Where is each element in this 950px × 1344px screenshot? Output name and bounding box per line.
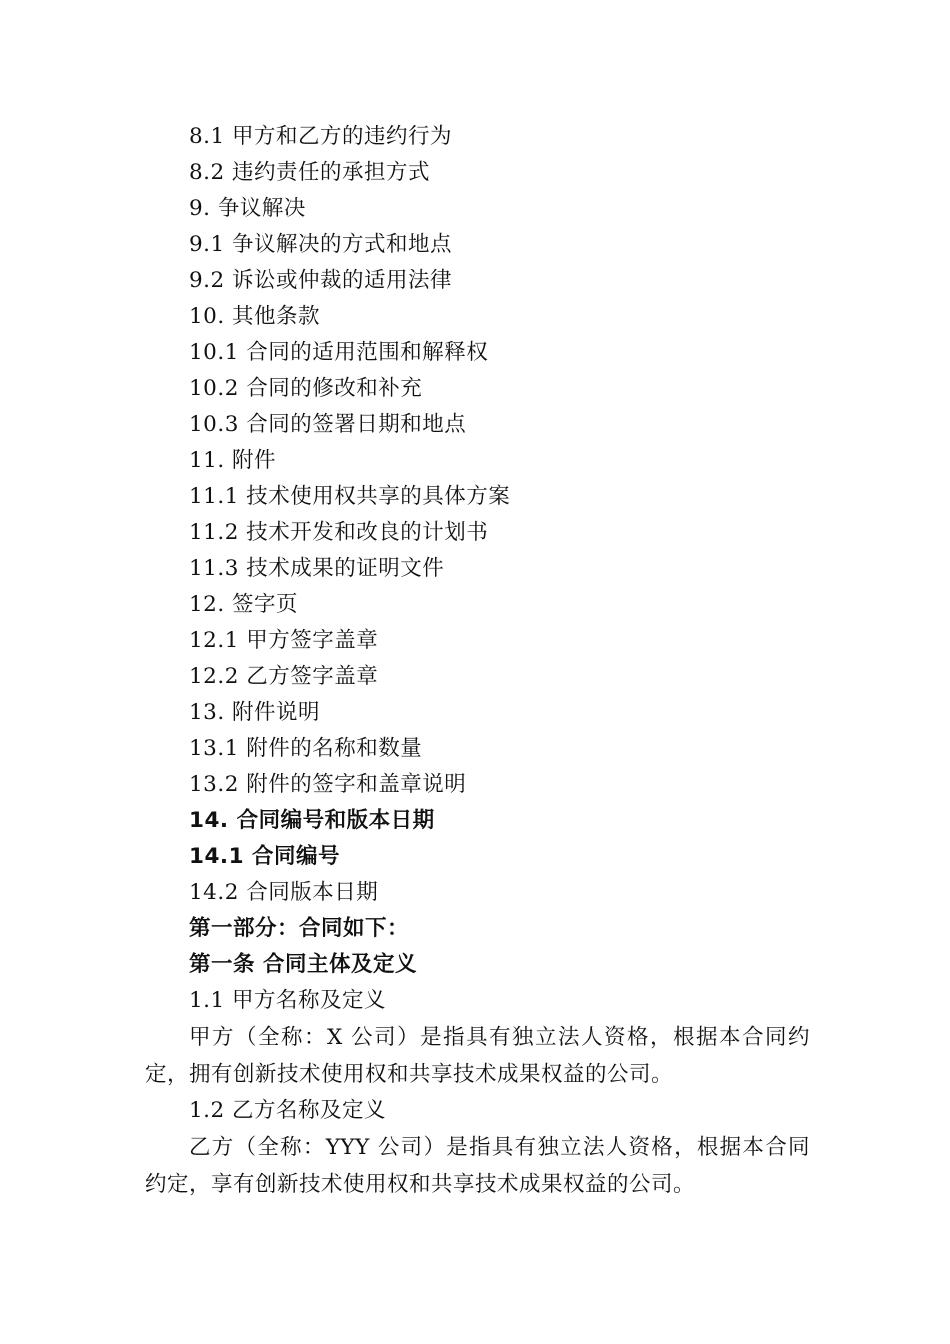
outline-line: 14.2 合同版本日期 [189, 880, 379, 905]
outline-line: 13.1 附件的名称和数量 [189, 736, 423, 761]
outline-line: 10.2 合同的修改和补充 [189, 376, 423, 401]
outline-line: 12. 签字页 [189, 592, 299, 617]
outline-line: 11.3 技术成果的证明文件 [189, 556, 445, 581]
outline-lines [145, 119, 810, 1019]
party-a-definition: 甲方（全称：X 公司）是指具有独立法人资格，根据本合同约定，拥有创新技术使用权和共享技术成果权益的公司。 [145, 1025, 810, 1087]
outline-line: 13. 附件说明 [189, 700, 321, 725]
outline-line: 12.1 甲方签字盖章 [189, 628, 379, 653]
outline-line: 11. 附件 [189, 448, 277, 473]
outline-line: 13.2 附件的签字和盖章说明 [189, 772, 467, 797]
outline-line: 9.1 争议解决的方式和地点 [189, 232, 453, 257]
outline-line: 14.1 合同编号 [189, 844, 341, 869]
outline-line: 9.2 诉讼或仲裁的适用法律 [189, 268, 453, 293]
outline-line: 第一条 合同主体及定义 [189, 952, 417, 977]
outline-line: 8.2 违约责任的承担方式 [189, 160, 431, 185]
outline-line: 8.1 甲方和乙方的违约行为 [189, 124, 453, 149]
section-heading-1-2: 1.2 乙方名称及定义 [189, 1098, 387, 1123]
outline-line: 10.1 合同的适用范围和解释权 [189, 340, 489, 365]
outline-line: 11.1 技术使用权共享的具体方案 [189, 484, 511, 509]
party-b-definition: 乙方（全称：YYY 公司）是指具有独立法人资格，根据本合同约定，享有创新技术使用权和共享技术成果权益的公司。 [145, 1135, 810, 1197]
outline-line: 10. 其他条款 [189, 304, 321, 329]
outline-line: 12.2 乙方签字盖章 [189, 664, 379, 689]
outline-line: 11.2 技术开发和改良的计划书 [189, 520, 489, 545]
outline-line: 第一部分：合同如下： [189, 916, 410, 941]
outline-line: 1.1 甲方名称及定义 [189, 988, 387, 1013]
outline-line: 9. 争议解决 [189, 196, 306, 221]
document-body [145, 119, 810, 1203]
outline-line: 14. 合同编号和版本日期 [189, 808, 435, 833]
outline-line: 10.3 合同的签署日期和地点 [189, 412, 467, 437]
